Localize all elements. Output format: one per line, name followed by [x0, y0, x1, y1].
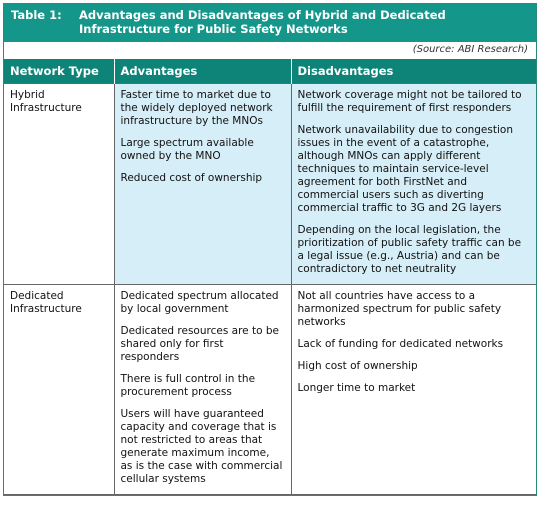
header-network-type: Network Type [4, 59, 114, 84]
cell-disadvantages [291, 84, 536, 285]
list-item: Network unavailability due to congestion issues in the event of a catastrophe, although MNOs can apply different techniques to maintain service-level agreement for both FirstNet and commercial users such as diverting commercial traffic to 3G and 2G layers [297, 124, 513, 214]
table-row-dedicated [4, 285, 536, 495]
cell-advantages [114, 285, 291, 495]
list-item: Not all countries have access to a harmonized spectrum for public safety networks [297, 290, 502, 328]
cell-advantages [114, 84, 291, 285]
header-disadvantages: Disadvantages [291, 59, 536, 84]
list-item: Dedicated resources are to be shared only for first responders [120, 325, 279, 363]
table-label: Table 1: [11, 8, 62, 22]
header-advantages: Advantages [114, 59, 291, 84]
table-container [3, 3, 537, 496]
comparison-table [4, 59, 536, 495]
table-title-bar [4, 4, 536, 42]
cell-network-type: Hybrid Infrastructure [4, 84, 114, 285]
list-item: High cost of ownership [297, 360, 418, 372]
list-item: Faster time to market due to the widely deployed network infrastructure by the MNOs [120, 89, 273, 127]
table-title: Advantages and Disadvantages of Hybrid and Dedicated Infrastructure for Public Safety Networks [79, 8, 446, 36]
table-row-hybrid [4, 84, 536, 285]
list-item: Large spectrum available owned by the MNO [120, 137, 254, 162]
list-item: Lack of funding for dedicated networks [297, 338, 504, 350]
list-item: Network coverage might not be tailored to fulfill the requirement of first responders [297, 89, 522, 114]
list-item: Depending on the local legislation, the prioritization of public safety traffic can be a legal issue (e.g., Austria) and can be contradictory to net neutrality [297, 224, 522, 275]
list-item: Users will have guaranteed capacity and coverage that is not restricted to areas that generate maximum income, as is the case with commercial cellular systems [120, 408, 283, 485]
cell-disadvantages [291, 285, 536, 495]
list-item: Dedicated spectrum allocated by local government [120, 290, 279, 315]
table-source: (Source: ABI Research) [412, 44, 528, 55]
header-row [4, 59, 536, 84]
list-item: There is full control in the procurement process [120, 373, 256, 398]
list-item: Longer time to market [297, 382, 416, 394]
cell-network-type: Dedicated Infrastructure [4, 285, 114, 495]
list-item: Reduced cost of ownership [120, 172, 263, 184]
